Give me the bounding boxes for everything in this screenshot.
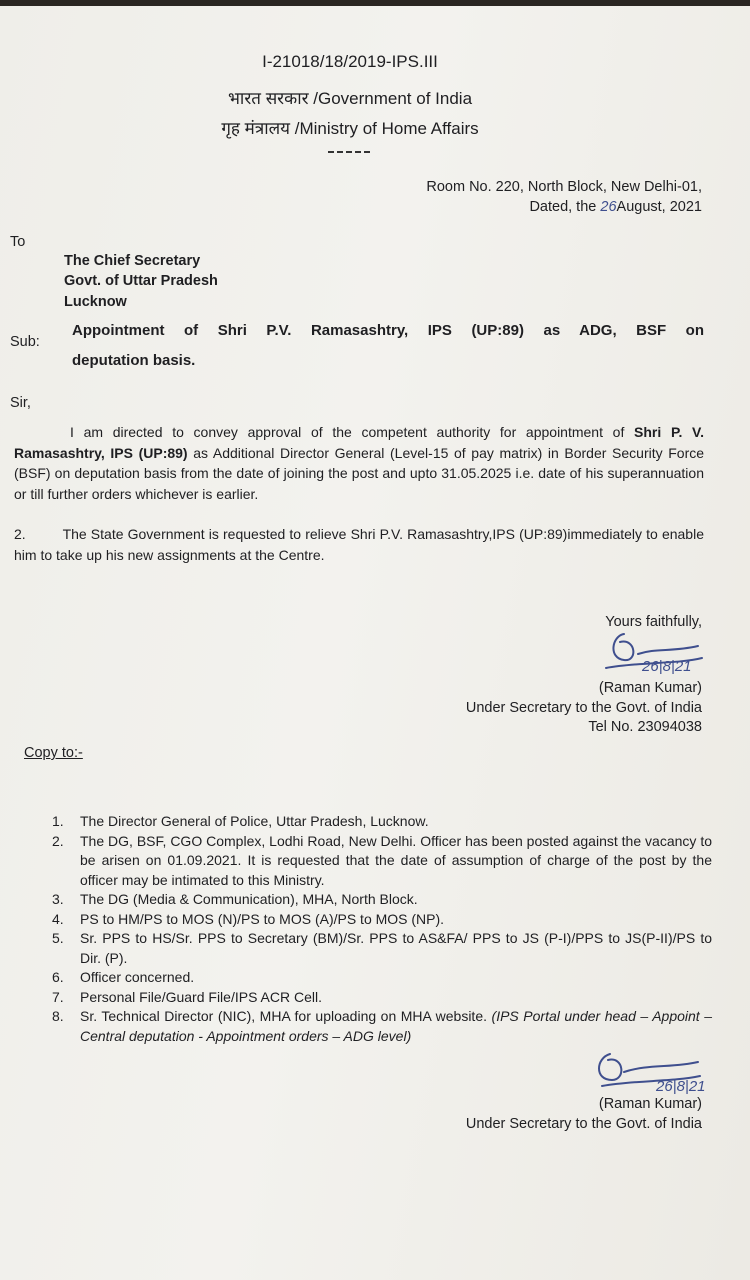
signatory-name-2: (Raman Kumar) [598, 1096, 702, 1112]
signatory-name: (Raman Kumar) [598, 680, 702, 696]
list-item: 3. The DG (Media & Communication), MHA, North Block. [52, 891, 418, 907]
body-paragraph-1 [14, 422, 704, 504]
ministry-heading: गृह मंत्रालय /Ministry of Home Affairs [221, 119, 479, 138]
p1-rest: as Additional Director General (Level-15 of pay matrix) in Border Security Force (BSF) on deputation basis from the date of joining the post and upto 31.05.2025 i.e. date of his superannuation or till further orders whichever is earlier. [14, 444, 705, 502]
list-item: 1. The Director General of Police, Uttar Pradesh, Lucknow. [52, 813, 429, 829]
to-label: To [10, 234, 26, 250]
signature-date-2: 26|8|21 [656, 1078, 706, 1095]
header-divider [328, 151, 370, 153]
subject-line-1: Appointment of Shri P.V. Ramasashtry, IPS (UP:89) as ADG, BSF on [72, 322, 704, 339]
office-address: Room No. 220, North Block, New Delhi-01, [426, 179, 702, 195]
list-item: 7. Personal File/Guard File/IPS ACR Cell. [52, 988, 322, 1005]
dated-line [529, 198, 702, 217]
recipient-line-3: Lucknow [64, 294, 127, 310]
dated-day: 26 [600, 199, 617, 215]
p1-officer-name: Shri P. V. Ramasashtry, IPS (UP:89) [14, 424, 705, 461]
dated-prefix: Dated, the [529, 199, 597, 215]
closing: Yours faithfully, [605, 614, 702, 630]
signatory-tel: Tel No. 23094038 [588, 719, 702, 735]
list-item: 6. Officer concerned. [52, 969, 195, 985]
subject-line-2: deputation basis. [72, 352, 196, 369]
signature-scribble [598, 624, 708, 684]
recipient-line-1: The Chief Secretary [64, 253, 201, 269]
list-item: 2. The DG, BSF, CGO Complex, Lodhi Road, New Delhi. Officer has been posted against the vacancy to be arisen on 01.09.2021. It is requested that the date of assumption of charge of the post by the officer may be intimated to this Ministry. [52, 832, 712, 888]
signatory-designation-2: Under Secretary to the Govt. of India [465, 1116, 702, 1132]
subject-label: Sub: [10, 334, 40, 350]
list-item: 4. PS to HM/PS to MOS (N)/PS to MOS (A)/PS to MOS (NP). [52, 910, 445, 927]
copy-to-list [52, 812, 712, 1046]
list-item: 5. Sr. PPS to HS/Sr. PPS to Secretary (BM)/Sr. PPS to AS&FA/ PPS to JS (P-I)/PPS to JS(P-II)/PS to Dir. (P). [52, 930, 712, 966]
salutation: Sir, [10, 395, 31, 411]
recipient-line-2: Govt. of Uttar Pradesh [64, 273, 218, 289]
body-paragraph-2 [14, 524, 704, 565]
letter-page [0, 6, 750, 1280]
list-item: 8. Sr. Technical Director (NIC), MHA for uploading on MHA website. (IPS Portal under head – Appoint – Central deputation - Appointment orders – ADG level) [52, 1008, 712, 1044]
govt-heading: भारत सरकार /Government of India [227, 89, 473, 108]
signature-date: 26|8|21 [642, 658, 692, 675]
dated-suffix: August, 2021 [616, 199, 702, 215]
p1-lead: I am directed to convey approval of the competent authority for appointment of [70, 424, 625, 440]
copy-to-label: Copy to:- [24, 745, 83, 761]
p2-number: 2. [14, 526, 26, 542]
p2-text: The State Government is requested to relieve Shri P.V. Ramasashtry,IPS (UP:89)immediately to enable him to take up his new assignments at the Centre. [14, 526, 704, 563]
signatory-designation: Under Secretary to the Govt. of India [465, 700, 702, 716]
file-number: I-21018/18/2019-IPS.III [262, 52, 438, 71]
